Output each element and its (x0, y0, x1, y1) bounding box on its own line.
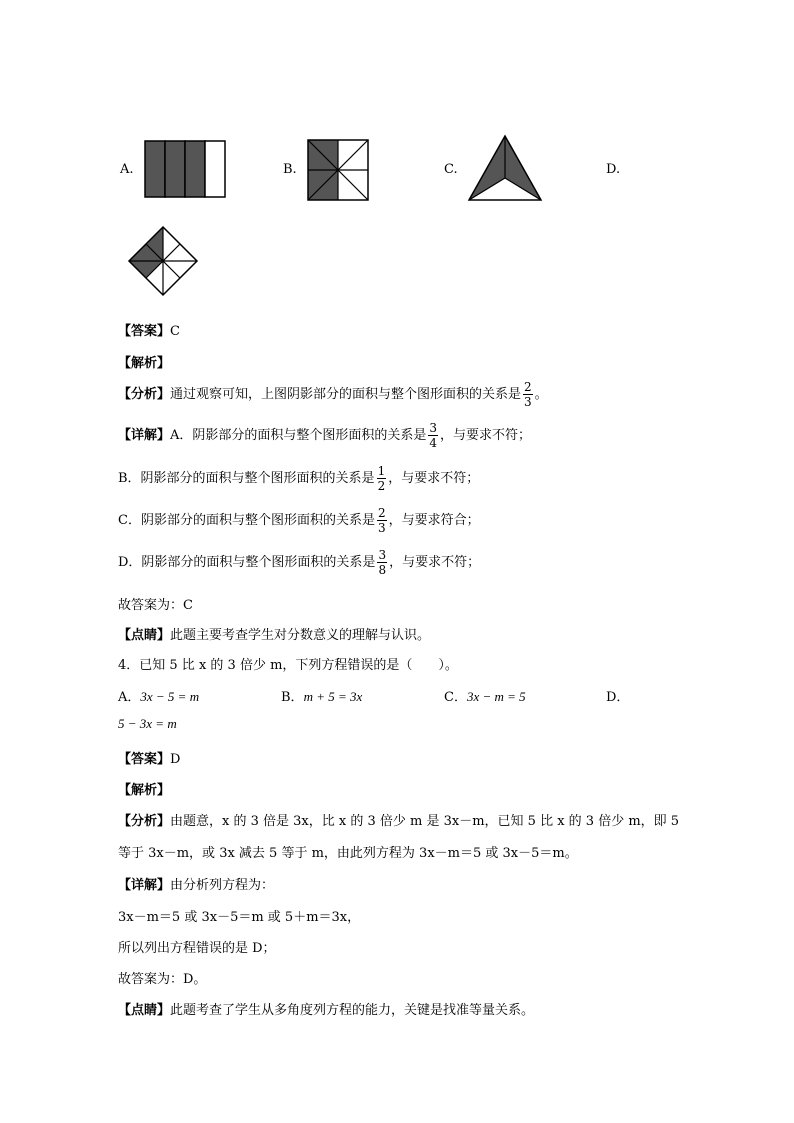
q4-stem: 4．已知 5 比 x 的 3 倍少 m，下列方程错误的是（ ）。 (118, 658, 458, 673)
q4-option-d-label: D． (606, 690, 630, 705)
q4-dianjing: 【点睛】此题考查了学生从多角度列方程的能力，关键是找准等量关系。 (118, 1003, 535, 1018)
option-c-label: C. (444, 162, 458, 177)
q4-result: 所以列出方程错误的是 D； (118, 941, 276, 956)
q3-fenxi: 【分析】通过观察可知，上图阴影部分的面积与整个图形面积的关系是 $\frac{2}{3}$ 。 (118, 380, 548, 409)
fraction: $\frac{2}{3}$ (377, 506, 386, 535)
fraction: $\frac{3}{4}$ (429, 421, 438, 450)
q3-analysis-tag: 【解析】 (118, 356, 171, 371)
q4-answer: 【答案】D (118, 752, 181, 767)
option-a-label: A. (120, 162, 134, 177)
q4-xiangjie: 【详解】由分析列方程为： (118, 878, 275, 893)
option-d-label: D. (606, 162, 621, 177)
q4-conclusion: 故答案为：D。 (118, 972, 207, 987)
q3-xiangjie-a: 【详解】A．阴影部分的面积与整个图形面积的关系是 $\frac{3}{4}$ ，与要求不符； (118, 421, 532, 450)
figure-d-diamond (127, 225, 199, 297)
q3-dianjing: 【点睛】此题主要考查学生对分数意义的理解与认识。 (118, 628, 431, 643)
q4-analysis-tag: 【解析】 (118, 783, 171, 798)
fraction: $\frac{3}{8}$ (378, 548, 387, 577)
q4-option-a: A．3x − 5 = m (118, 689, 200, 705)
option-b-label: B. (283, 162, 297, 177)
q4-option-b: B．m + 5 = 3x (281, 689, 363, 705)
figure-b-square (307, 139, 369, 201)
q3-item-b: B．阴影部分的面积与整个图形面积的关系是 $\frac{1}{2}$ ，与要求不符； (118, 464, 480, 493)
q3-item-d: D．阴影部分的面积与整个图形面积的关系是 $\frac{3}{8}$ ，与要求不符； (118, 548, 481, 577)
q4-option-c: C．3x − m = 5 (444, 689, 526, 705)
fraction: $\frac{1}{2}$ (377, 464, 386, 493)
q3-item-c: C．阴影部分的面积与整个图形面积的关系是 $\frac{2}{3}$ ，与要求符合； (118, 506, 480, 535)
figure-c-triangle (467, 134, 543, 202)
q4-fenxi-line2: 等于 3x－m，或 3x 减去 5 等于 m，由此列方程为 3x－m＝5 或 3x－5＝m。 (118, 846, 578, 861)
q4-option-d-expr: 5 − 3x = m (118, 716, 177, 731)
q3-answer: 【答案】C (118, 324, 180, 339)
q3-conclusion: 故答案为：C (118, 598, 193, 613)
figure-a-rectangle (144, 140, 228, 198)
q4-equations: 3x－m＝5 或 3x－5＝m 或 5＋m＝3x， (118, 910, 361, 925)
q4-fenxi: 【分析】由题意，x 的 3 倍是 3x，比 x 的 3 倍少 m 是 3x－m，已知 5 比 x 的 3 倍少 m，即 5 (118, 814, 680, 829)
fraction: $\frac{2}{3}$ (524, 380, 532, 409)
